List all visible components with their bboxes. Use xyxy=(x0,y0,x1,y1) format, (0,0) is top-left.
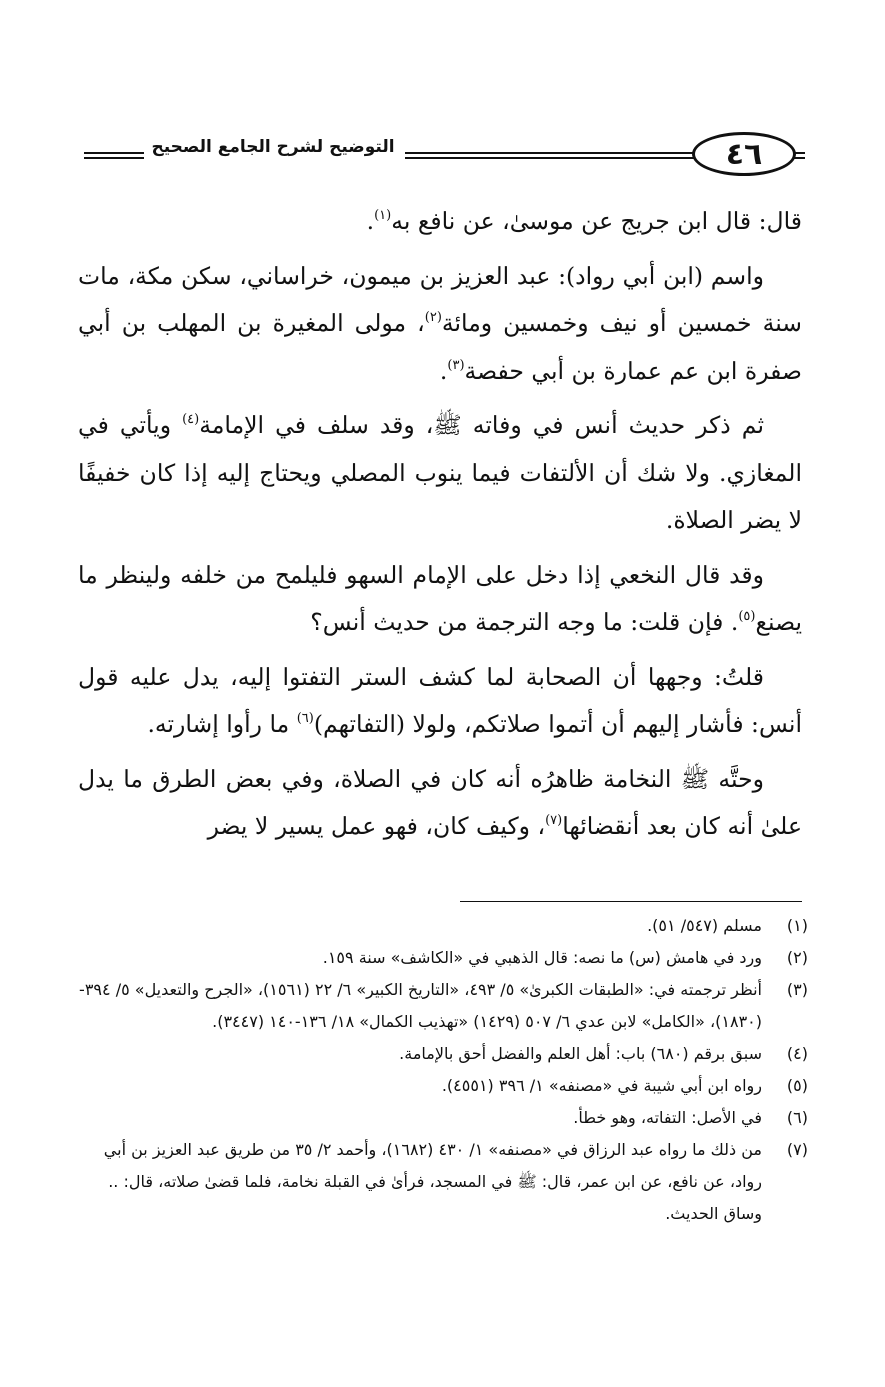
running-title: التوضيح لشرح الجامع الصحيح xyxy=(151,137,395,157)
paragraph xyxy=(78,756,802,851)
paragraph xyxy=(78,402,802,545)
footnote-marker: (٧) xyxy=(545,813,563,828)
footnote-number: (٣) xyxy=(786,980,808,999)
footnote-marker: (٦) xyxy=(296,711,314,726)
header-rule-left xyxy=(84,152,144,159)
footnote-separator xyxy=(460,901,802,902)
footnote-text: في الأصل: التفاته، وهو خطأ. xyxy=(573,1108,762,1127)
paragraph-text: ويأتي في المغازي. ولا شك أن الألتفات فيما ينوب المصلي ويحتاج إليه إذا كان خفيفًا لا يضر الصلاة. xyxy=(78,411,802,534)
footnote-text: من ذلك ما رواه عبد الرزاق في «مصنفه» ١/ ٤٣٠ (١٦٨٢)، وأحمد ٢/ ٣٥ من طريق عبد العزيز بن أبي رواد، عن نافع، عن ابن عمر، قال: ﷺ في المسجد، فرأىٰ في القبلة نخامة، فلما قضىٰ صلاته، قال: .. وساق الحديث. xyxy=(103,1140,762,1223)
footnote-text: رواه ابن أبي شيبة في «مصنفه» ١/ ٣٩٦ (٤٥٥١). xyxy=(441,1076,762,1095)
page-number-oval xyxy=(692,132,796,176)
footnote-number: (١) xyxy=(786,916,808,935)
paragraph xyxy=(78,198,802,246)
footnote-number: (٢) xyxy=(786,948,808,967)
paragraph-text: . xyxy=(439,356,448,385)
paragraph xyxy=(78,552,802,647)
footnote xyxy=(78,1070,808,1102)
footnote xyxy=(78,942,808,974)
footnote-marker: (٤) xyxy=(182,412,200,427)
paragraph-text: ، وكيف كان، فهو عمل يسير لا يضر xyxy=(207,812,546,840)
footnotes xyxy=(78,910,808,1230)
paragraph-text: واسم (ابن أبي رواد): عبد العزيز بن ميمون، خراساني، سكن مكة، مات سنة خمسين أو نيف وخمسين ومائة xyxy=(78,261,802,337)
footnote-text: سبق برقم (٦٨٠) باب: أهل العلم والفضل أحق بالإمامة. xyxy=(399,1044,762,1063)
page-number: ٤٦ xyxy=(725,136,763,172)
footnote-marker: (١) xyxy=(374,208,392,223)
footnote xyxy=(78,1134,808,1230)
header-rule-middle xyxy=(405,152,700,159)
paragraph-text: . فإن قلت: ما وجه الترجمة من حديث أنس؟ xyxy=(310,608,739,636)
paragraph-text: ، مولى المغيرة بن المهلب بن أبي صفرة ابن عم عمارة بن أبي حفصة xyxy=(78,309,802,385)
paragraph-text: وحتَّه ﷺ النخامة ظاهرُه أنه كان في الصلاة، وفي بعض الطرق ما يدل علىٰ أنه كان بعد أنقضائها xyxy=(78,764,802,840)
footnote xyxy=(78,910,808,942)
footnote-marker: (٢) xyxy=(424,310,442,325)
paragraph-text: قال: قال ابن جريج عن موسىٰ، عن نافع به xyxy=(391,207,802,235)
footnote xyxy=(78,1038,808,1070)
footnote-number: (٦) xyxy=(786,1108,808,1127)
main-text xyxy=(78,198,802,858)
footnote-text: مسلم (٥٤٧/ ٥١). xyxy=(647,916,762,935)
footnote xyxy=(78,974,808,1038)
footnote-number: (٥) xyxy=(786,1076,808,1095)
footnote-number: (٧) xyxy=(786,1140,808,1159)
paragraph-text: وقد قال النخعي إذا دخل على الإمام السهو فليلمح من خلفه ولينظر ما يصنع xyxy=(78,560,802,636)
paragraph-text: قلتُ: وجهها أن الصحابة لما كشف الستر التفتوا إليه، يدل عليه قول أنس: فأشار إليهم أن أتموا صلاتكم، ولولا (التفاتهم) xyxy=(78,662,802,738)
footnote xyxy=(78,1102,808,1134)
paragraph-text: ثم ذكر حديث أنس في وفاته ﷺ، وقد سلف في الإمامة xyxy=(199,411,764,439)
footnote-text: أنظر ترجمته في: «الطبقات الكبرىٰ» ٥/ ٤٩٣، «التاريخ الكبير» ٦/ ٢٢ (١٥٦١)، «الجرح والتعديل» ٥/ ٣٩٤- (١٨٣٠)، «الكامل» لابن عدي ٦/ ٥٠٧ (١٤٢٩) «تهذيب الكمال» ١٨/ ١٣٦-١٤٠ (٣٤٤٧). xyxy=(79,980,762,1031)
footnote-number: (٤) xyxy=(786,1044,808,1063)
paragraph-text: ما رأوا إشارته. xyxy=(147,710,297,738)
footnote-text: ورد في هامش (س) ما نصه: قال الذهبي في «الكاشف» سنة ١٥٩. xyxy=(322,948,762,967)
footnote-marker: (٥) xyxy=(738,609,756,624)
page-header xyxy=(70,128,805,184)
footnote-marker: (٣) xyxy=(447,357,465,373)
paragraph xyxy=(78,253,802,396)
paragraph xyxy=(78,654,802,749)
paragraph-text: . xyxy=(366,207,375,235)
